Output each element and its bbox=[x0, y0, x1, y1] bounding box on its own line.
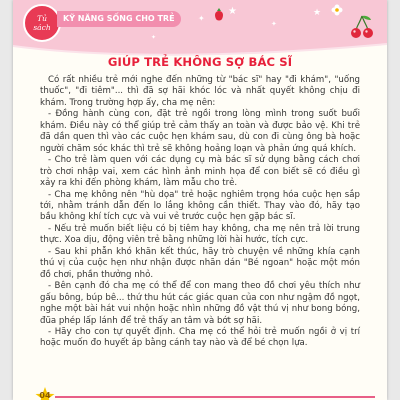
flower-icon bbox=[331, 4, 343, 16]
book-page bbox=[13, 0, 387, 400]
star-icon: ★ bbox=[313, 8, 322, 18]
paragraph: - Đồng hành cùng con, đặt trẻ ngồi trong lòng mình trong suốt buổi khám. Điều này có thể giúp trẻ cảm thấy an toàn và được bảo vệ. Khi trẻ đã dần quen thì vào các cuộc hẹn khám sau, dù con đi cùng ông bà hoặc người chăm sóc khác thì trẻ sẽ không hoảng loạn và phản ứng quá khích. bbox=[40, 109, 360, 154]
badge-line-1: Tủ bbox=[37, 14, 47, 23]
series-badge bbox=[23, 4, 61, 42]
paragraph: - Sau khi phẫn khó khăn kết thúc, hãy trò chuyện về những khía cạnh thú vị của cuộc hẹn như nhận được nhãn dán "Bé ngoan" hoặc một món đồ chơi, phần thưởng nhỏ. bbox=[40, 246, 360, 280]
paragraph: Có rất nhiều trẻ mới nghe đến những từ "bác sĩ" hay "đi khám", "uống thuốc", "đi tiêm"... thì đã sợ hãi khóc lóc và nhất quyết không chịu đi khám. Trong trường hợp ấy, cha mẹ nên: bbox=[40, 75, 360, 108]
paragraph: - Bên cạnh đó cha mẹ có thể để con mang theo đồ chơi yêu thích như gấu bông, búp bê... thứ thu hút các giác quan của con như ngậm đồ ngọt, nghe một bài hát vui nhộn hoặc nhìn những đồ vật thú vị như bong bóng, đũa phép lấp lánh để trẻ thấy an tâm và bớt sợ hãi. bbox=[40, 281, 360, 326]
footer-line bbox=[55, 396, 375, 398]
paragraph: - Cha mẹ không nên "hù dọa" trẻ hoặc nghiêm trọng hóa cuộc hẹn sắp tới, nhằm tránh dẫn đến lo lắng không cần thiết. Thay vào đó, hãy tạo bầu không khí tích cực và vui vẻ trước cuộc hẹn gặp bác sĩ. bbox=[40, 189, 360, 223]
star-icon: ✦ bbox=[151, 34, 157, 41]
page-number: 04 bbox=[39, 391, 51, 400]
paragraph: - Nếu trẻ muốn biết liệu có bị tiêm hay không, cha mẹ nên trả lời trung thực. Xoa dịu, động viên trẻ bằng những lời hài hước, tích cực. bbox=[40, 223, 360, 246]
paragraph: - Cho trẻ làm quen với các dụng cụ mà bác sĩ sử dụng bằng cách chơi trò chơi nhập vai, xem các hình ảnh minh họa để con biết sẽ có điều gì xảy ra khi đến phòng khám, làm mẫu cho trẻ. bbox=[40, 155, 360, 189]
article-body bbox=[40, 75, 360, 350]
paragraph: - Hãy cho con tự quyết định. Cha mẹ có thể hỏi trẻ muốn ngồi ở vị trí hoặc muốn đo huyết áp bằng cánh tay nào và để bé chọn lựa. bbox=[40, 326, 360, 349]
star-icon: ★ bbox=[228, 6, 237, 17]
strawberry-icon bbox=[213, 8, 225, 22]
badge-line-2: sách bbox=[33, 23, 51, 32]
star-icon: ✦ bbox=[198, 14, 205, 23]
star-icon: ✦ bbox=[271, 20, 277, 28]
series-title: KỸ NĂNG SỐNG CHO TRẺ bbox=[57, 11, 181, 27]
article-title: GIÚP TRẺ KHÔNG SỢ BÁC SĨ bbox=[107, 55, 293, 69]
cherry-icon bbox=[349, 14, 375, 40]
